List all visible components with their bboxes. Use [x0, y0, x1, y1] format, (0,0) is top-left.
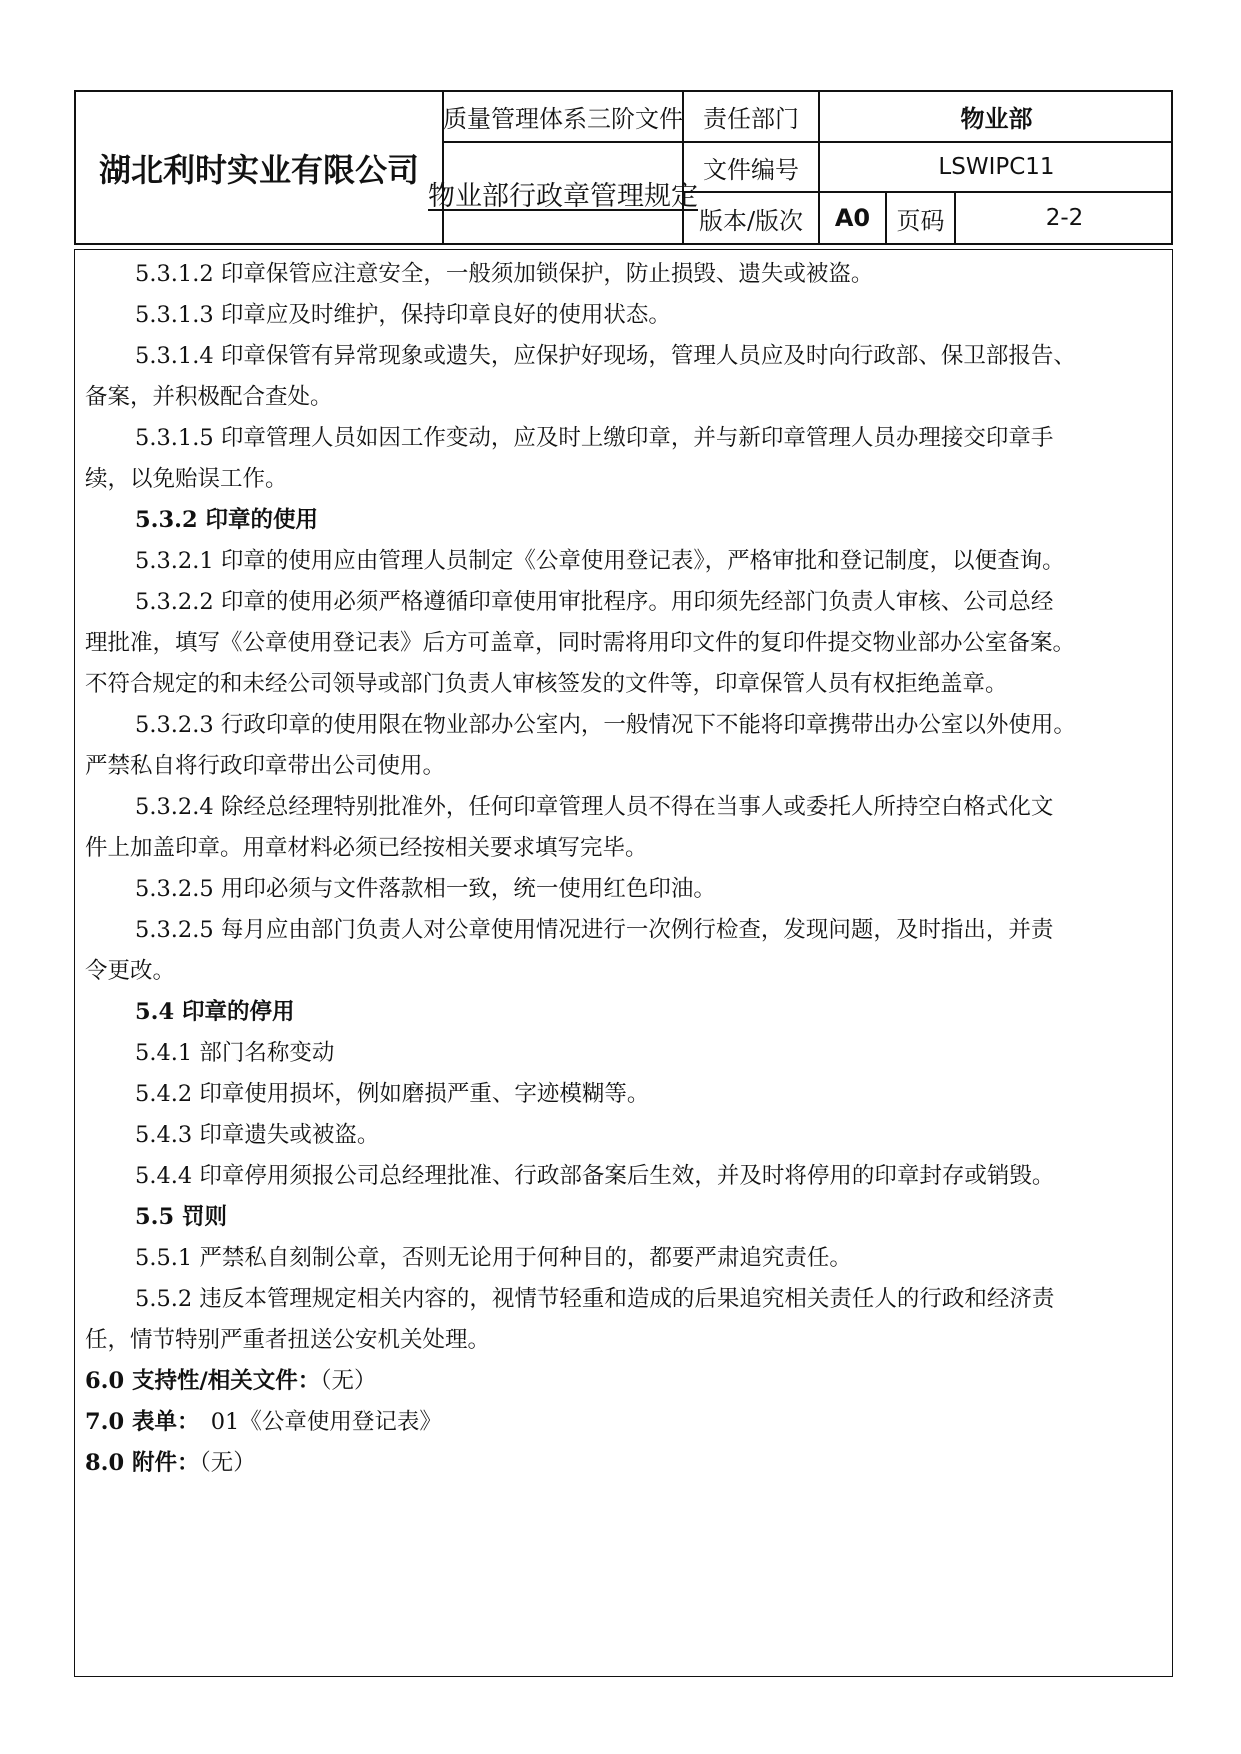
clause-5-3-1-4: 5.3.1.4 印章保管有异常现象或遗失，应保护好现场，管理人员应及时向行政部、保卫部报告、	[135, 343, 1076, 369]
section-label: 7.0 表单：	[85, 1409, 189, 1435]
section-5-3-2-heading: 5.3.2 印章的使用	[135, 507, 318, 533]
section-5-5-heading: 5.5 罚则	[135, 1204, 227, 1230]
clause-5-3-2-2-cont: 不符合规定的和未经公司领导或部门负责人审核签发的文件等，印章保管人员有权拒绝盖章。	[85, 671, 1008, 697]
dept-label: 责任部门	[703, 105, 799, 133]
section-8-attachments	[85, 1443, 1162, 1484]
version-value: A0	[834, 204, 871, 232]
docno-value: LSWIPC11	[938, 154, 1055, 180]
version-label: 版本/版次	[698, 206, 804, 235]
section-6-support-docs	[85, 1361, 1162, 1402]
dept-value: 物业部	[960, 105, 1033, 133]
clause-5-3-2-4: 5.3.2.4 除经总经理特别批准外，任何印章管理人员不得在当事人或委托人所持空白格式化文	[135, 794, 1054, 820]
section-value: （无）	[320, 1368, 377, 1394]
docno-label: 文件编号	[703, 155, 799, 184]
section-value: （无）	[199, 1450, 256, 1476]
clause-5-5-2: 5.5.2 违反本管理规定相关内容的，视情节轻重和造成的后果追究相关责任人的行政和经济责	[135, 1286, 1055, 1312]
document-header	[74, 90, 1173, 245]
section-label: 8.0 附件：	[85, 1450, 200, 1476]
clause-5-3-1-5: 5.3.1.5 印章管理人员如因工作变动，应及时上缴印章，并与新印章管理人员办理接交印章手	[135, 425, 1054, 451]
body-content	[85, 254, 1162, 1484]
clause-5-3-2-5b-cont: 令更改。	[85, 958, 176, 984]
page-value: 2-2	[1045, 205, 1084, 231]
clause-5-3-2-4-cont: 件上加盖印章。用章材料必须已经按相关要求填写完毕。	[85, 835, 648, 861]
clause-5-4-4: 5.4.4 印章停用须报公司总经理批准、行政部备案后生效，并及时将停用的印章封存或销毁。	[135, 1163, 1055, 1189]
clause-5-4-2: 5.4.2 印章使用损坏，例如磨损严重、字迹模糊等。	[135, 1081, 650, 1107]
section-5-4-heading: 5.4 印章的停用	[135, 999, 295, 1025]
company-name: 湖北利时实业有限公司	[98, 150, 419, 189]
document-title: 物业部行政章管理规定	[428, 180, 698, 212]
clause-5-3-1-3: 5.3.1.3 印章应及时维护，保持印章良好的使用状态。	[135, 302, 671, 328]
clause-5-3-1-5-cont: 续，以免贻误工作。	[85, 466, 288, 492]
section-label: 6.0 支持性/相关文件：	[85, 1368, 321, 1394]
clause-5-5-1: 5.5.1 严禁私自刻制公章，否则无论用于何种目的，都要严肃追究责任。	[135, 1245, 852, 1271]
section-value: 01《公章使用登记表》	[188, 1409, 442, 1435]
document-level: 质量管理体系三阶文件	[443, 105, 683, 133]
clause-5-3-2-5b: 5.3.2.5 每月应由部门负责人对公章使用情况进行一次例行检查，发现问题，及时指出，并责	[135, 917, 1054, 943]
clause-5-5-2-cont: 任，情节特别严重者扭送公安机关处理。	[85, 1327, 491, 1353]
clause-5-4-1: 5.4.1 部门名称变动	[135, 1040, 335, 1066]
section-7-forms	[85, 1402, 1162, 1443]
clause-5-3-2-3: 5.3.2.3 行政印章的使用限在物业部办公室内，一般情况下不能将印章携带出办公室以外使用。	[135, 712, 1076, 738]
clause-5-3-2-2-cont: 理批准，填写《公章使用登记表》后方可盖章，同时需将用印文件的复印件提交物业部办公室备案。	[85, 630, 1076, 656]
clause-5-3-2-5: 5.3.2.5 用印必须与文件落款相一致，统一使用红色印油。	[135, 876, 716, 902]
clause-5-3-2-1: 5.3.2.1 印章的使用应由管理人员制定《公章使用登记表》，严格审批和登记制度，以便查询。	[135, 548, 1065, 574]
document-body	[74, 249, 1173, 1677]
clause-5-3-2-2: 5.3.2.2 印章的使用必须严格遵循印章使用审批程序。用印须先经部门负责人审核、公司总经	[135, 589, 1054, 615]
page-label: 页码	[896, 206, 945, 235]
clause-5-3-1-2: 5.3.1.2 印章保管应注意安全，一般须加锁保护，防止损毁、遗失或被盗。	[135, 261, 874, 287]
clause-5-3-2-3-cont: 严禁私自将行政印章带出公司使用。	[85, 753, 446, 779]
clause-5-4-3: 5.4.3 印章遗失或被盗。	[135, 1122, 380, 1148]
clause-5-3-1-4-cont: 备案，并积极配合查处。	[85, 384, 333, 410]
document-title-cell	[428, 143, 698, 243]
